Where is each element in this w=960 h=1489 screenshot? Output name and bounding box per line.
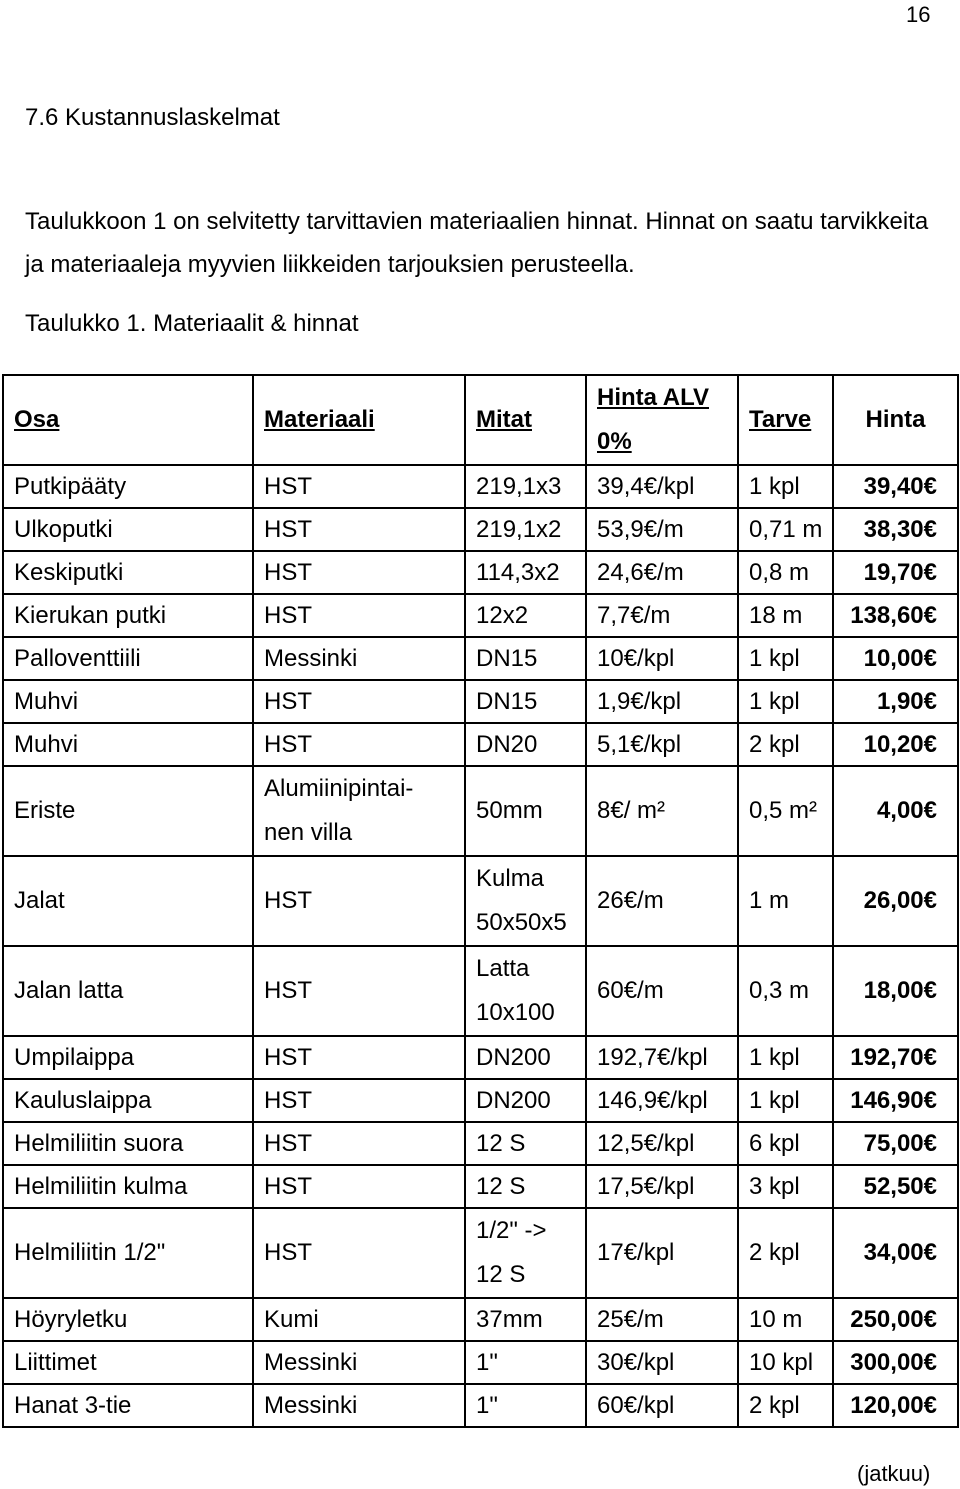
cell-mitat: 12 S	[465, 1122, 586, 1165]
cell-materiaali: HST	[253, 1036, 465, 1079]
cell-tarve: 1 kpl	[738, 1079, 833, 1122]
cell-tarve: 0,71 m	[738, 508, 833, 551]
table-row	[3, 637, 958, 680]
cell-hinta-alv: 60€/m	[586, 946, 738, 1036]
header-hinta: Hinta	[833, 375, 958, 465]
table-row	[3, 1079, 958, 1122]
cell-hinta-alv: 25€/m	[586, 1298, 738, 1341]
table-row	[3, 1122, 958, 1165]
cell-tarve: 1 kpl	[738, 680, 833, 723]
cell-osa: Jalat	[3, 856, 253, 946]
table-row	[3, 766, 958, 856]
cell-hinta-alv: 192,7€/kpl	[586, 1036, 738, 1079]
cell-hinta-alv: 24,6€/m	[586, 551, 738, 594]
cell-osa: Umpilaippa	[3, 1036, 253, 1079]
cell-hinta-alv: 7,7€/m	[586, 594, 738, 637]
cell-mitat: Latta 10x100	[465, 946, 586, 1036]
cell-materiaali: Messinki	[253, 1341, 465, 1384]
cell-materiaali: HST	[253, 1208, 465, 1298]
cell-tarve: 6 kpl	[738, 1122, 833, 1165]
cell-mitat: 1"	[465, 1341, 586, 1384]
cell-hinta-alv: 60€/kpl	[586, 1384, 738, 1427]
cell-tarve: 1 m	[738, 856, 833, 946]
cell-mitat: DN15	[465, 637, 586, 680]
cell-tarve: 1 kpl	[738, 465, 833, 508]
cell-osa: Kierukan putki	[3, 594, 253, 637]
cell-hinta-alv: 39,4€/kpl	[586, 465, 738, 508]
header-materiaali: Materiaali	[253, 375, 465, 465]
cell-mitat: Kulma 50x50x5	[465, 856, 586, 946]
cell-hinta-alv: 12,5€/kpl	[586, 1122, 738, 1165]
cell-hinta: 192,70€	[833, 1036, 958, 1079]
cell-hinta-alv: 17€/kpl	[586, 1208, 738, 1298]
cell-hinta: 38,30€	[833, 508, 958, 551]
cell-osa: Liittimet	[3, 1341, 253, 1384]
cell-tarve: 10 kpl	[738, 1341, 833, 1384]
table-row	[3, 1165, 958, 1208]
cell-mitat: 114,3x2	[465, 551, 586, 594]
cell-hinta: 1,90€	[833, 680, 958, 723]
cell-hinta: 75,00€	[833, 1122, 958, 1165]
table-row	[3, 1208, 958, 1298]
cell-hinta: 146,90€	[833, 1079, 958, 1122]
page-number: 16	[906, 2, 931, 27]
cell-osa: Muhvi	[3, 723, 253, 766]
table-header-row	[3, 375, 958, 465]
cell-tarve: 0,8 m	[738, 551, 833, 594]
cell-materiaali: HST	[253, 465, 465, 508]
cell-mitat: 219,1x2	[465, 508, 586, 551]
cell-hinta: 10,00€	[833, 637, 958, 680]
table-row	[3, 1341, 958, 1384]
cell-mitat: DN15	[465, 680, 586, 723]
cell-tarve: 1 kpl	[738, 1036, 833, 1079]
cell-hinta: 138,60€	[833, 594, 958, 637]
cell-materiaali: HST	[253, 1079, 465, 1122]
cell-materiaali: Alumiinipintai- nen villa	[253, 766, 465, 856]
table-row	[3, 1384, 958, 1427]
cell-tarve: 2 kpl	[738, 723, 833, 766]
cell-hinta: 18,00€	[833, 946, 958, 1036]
cell-osa: Helmiliitin 1/2"	[3, 1208, 253, 1298]
table-caption: Taulukko 1. Materiaalit & hinnat	[25, 310, 359, 337]
cell-materiaali: HST	[253, 1165, 465, 1208]
cell-osa: Jalan latta	[3, 946, 253, 1036]
cell-hinta: 10,20€	[833, 723, 958, 766]
cell-osa: Muhvi	[3, 680, 253, 723]
cell-tarve: 0,3 m	[738, 946, 833, 1036]
header-hinta-alv: Hinta ALV 0%	[586, 375, 738, 465]
cell-tarve: 3 kpl	[738, 1165, 833, 1208]
cell-tarve: 2 kpl	[738, 1384, 833, 1427]
cell-materiaali: HST	[253, 856, 465, 946]
cell-osa: Putkipääty	[3, 465, 253, 508]
header-mitat: Mitat	[465, 375, 586, 465]
cell-osa: Hanat 3-tie	[3, 1384, 253, 1427]
table-row	[3, 1298, 958, 1341]
cell-materiaali: HST	[253, 508, 465, 551]
cell-osa: Kauluslaippa	[3, 1079, 253, 1122]
table-row	[3, 465, 958, 508]
materials-price-table	[2, 374, 959, 1428]
cell-osa: Keskiputki	[3, 551, 253, 594]
cell-materiaali: Messinki	[253, 1384, 465, 1427]
cell-hinta: 39,40€	[833, 465, 958, 508]
cell-hinta-alv: 146,9€/kpl	[586, 1079, 738, 1122]
intro-paragraph: Taulukkoon 1 on selvitetty tarvittavien materiaalien hinnat. Hinnat on saatu tarvikkeita ja materiaaleja myyvien liikkeiden tarjouksien perusteella.	[25, 208, 929, 278]
cell-mitat: DN200	[465, 1079, 586, 1122]
continued-note: (jatkuu)	[857, 1461, 931, 1486]
header-osa: Osa	[3, 375, 253, 465]
cell-mitat: 1"	[465, 1384, 586, 1427]
cell-hinta: 52,50€	[833, 1165, 958, 1208]
cell-tarve: 2 kpl	[738, 1208, 833, 1298]
cell-mitat: DN200	[465, 1036, 586, 1079]
cell-tarve: 10 m	[738, 1298, 833, 1341]
cell-osa: Höyryletku	[3, 1298, 253, 1341]
cell-hinta: 4,00€	[833, 766, 958, 856]
cell-osa: Helmiliitin kulma	[3, 1165, 253, 1208]
cell-hinta-alv: 1,9€/kpl	[586, 680, 738, 723]
cell-tarve: 1 kpl	[738, 637, 833, 680]
cell-hinta: 26,00€	[833, 856, 958, 946]
cell-materiaali: HST	[253, 946, 465, 1036]
cell-osa: Helmiliitin suora	[3, 1122, 253, 1165]
cell-hinta: 34,00€	[833, 1208, 958, 1298]
table-row	[3, 508, 958, 551]
cell-mitat: 50mm	[465, 766, 586, 856]
table-row	[3, 856, 958, 946]
cell-osa: Eriste	[3, 766, 253, 856]
cell-hinta-alv: 53,9€/m	[586, 508, 738, 551]
cell-hinta-alv: 8€/ m²	[586, 766, 738, 856]
cell-hinta: 300,00€	[833, 1341, 958, 1384]
cell-materiaali: Kumi	[253, 1298, 465, 1341]
cell-mitat: 219,1x3	[465, 465, 586, 508]
table-row	[3, 594, 958, 637]
cell-materiaali: HST	[253, 594, 465, 637]
cell-mitat: 12x2	[465, 594, 586, 637]
cell-osa: Palloventtiili	[3, 637, 253, 680]
cell-hinta-alv: 30€/kpl	[586, 1341, 738, 1384]
table-row	[3, 680, 958, 723]
section-heading: 7.6 Kustannuslaskelmat	[25, 104, 280, 131]
header-tarve: Tarve	[738, 375, 833, 465]
cell-hinta: 19,70€	[833, 551, 958, 594]
table-row	[3, 723, 958, 766]
cell-hinta-alv: 17,5€/kpl	[586, 1165, 738, 1208]
cell-materiaali: HST	[253, 723, 465, 766]
cell-materiaali: Messinki	[253, 637, 465, 680]
cell-hinta: 120,00€	[833, 1384, 958, 1427]
cell-materiaali: HST	[253, 680, 465, 723]
table-row	[3, 551, 958, 594]
cell-materiaali: HST	[253, 1122, 465, 1165]
cell-materiaali: HST	[253, 551, 465, 594]
cell-hinta-alv: 10€/kpl	[586, 637, 738, 680]
cell-hinta-alv: 26€/m	[586, 856, 738, 946]
table-row	[3, 1036, 958, 1079]
cell-mitat: 1/2" -> 12 S	[465, 1208, 586, 1298]
cell-mitat: DN20	[465, 723, 586, 766]
cell-mitat: 37mm	[465, 1298, 586, 1341]
table-row	[3, 946, 958, 1036]
cell-osa: Ulkoputki	[3, 508, 253, 551]
cell-tarve: 18 m	[738, 594, 833, 637]
cell-hinta: 250,00€	[833, 1298, 958, 1341]
cell-hinta-alv: 5,1€/kpl	[586, 723, 738, 766]
cell-mitat: 12 S	[465, 1165, 586, 1208]
cell-tarve: 0,5 m²	[738, 766, 833, 856]
